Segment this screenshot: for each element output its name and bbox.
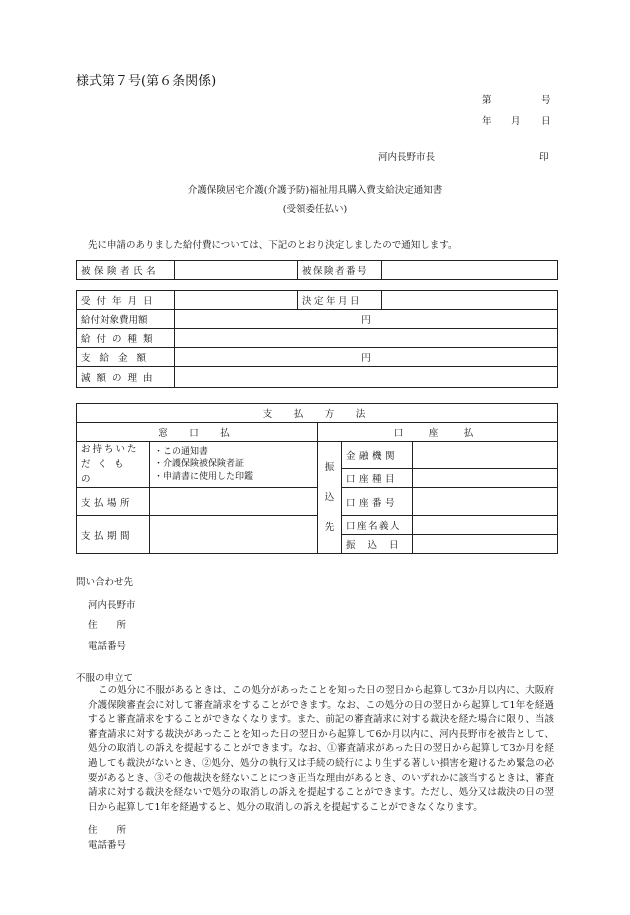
transfer-char: 振 [324,461,335,473]
items-to-bring-item: ・申請書に使用した印鑑 [154,471,254,482]
insured-name-label: 被保険者氏名 [77,261,175,280]
reduction-reason-field[interactable] [175,367,558,388]
date-month-label: 月 [511,116,521,127]
account-number-label: 口座番号 [342,488,413,516]
form-number: 様式第７号(第６条関係) [76,74,217,89]
account-type-label: 口座種目 [342,468,413,487]
payment-place-label: 支払場所 [77,488,150,516]
payment-amount-label: 支給金額 [77,348,175,367]
inquiry-tel-label: 電話番号 [88,641,127,652]
account-holder-label: 口座名義人 [342,516,413,535]
transfer-destination-label [318,442,342,554]
payment-method-table [76,403,558,554]
issuer-name: 河内長野市長 [378,152,436,163]
document-subtitle: (受領委任払い) [282,204,348,215]
date-day-label: 日 [541,116,551,127]
received-date-field[interactable] [175,291,298,310]
insured-number-label: 被保険者番号 [298,261,382,280]
appeal-tel-label: 電話番号 [88,840,127,851]
cost-label: 給付対象費用額 [77,310,175,329]
bank-label: 金融機関 [342,442,413,469]
appeal-title: 不服の申立て [76,673,134,684]
items-to-bring-label [77,442,150,488]
insured-number-field[interactable] [382,261,558,280]
payment-amount-field[interactable] [175,348,558,367]
decision-date-field[interactable] [382,291,558,310]
bank-field[interactable] [413,442,558,469]
items-to-bring-item: ・この通知書 [154,446,209,457]
transfer-char: 先 [324,521,335,533]
insured-person-table [76,260,558,280]
items-to-bring-label-line2: だくもの [81,459,131,485]
amount-unit: 円 [361,353,371,364]
benefit-table [76,290,558,388]
items-to-bring-item: ・介護保険被保険者証 [154,459,245,470]
account-holder-field[interactable] [413,516,558,535]
payment-method-header: 支 払 方 法 [77,404,558,423]
bank-payment-header: 口 座 払 [318,423,558,442]
document-title: 介護保険居宅介護(介護予防)福祉用具購入費支給決定通知書 [187,185,443,196]
inquiry-title: 問い合わせ先 [76,577,134,588]
inquiry-org: 河内長野市 [88,600,136,611]
cost-unit: 円 [361,315,371,326]
payment-period-label: 支払期間 [77,516,150,554]
transfer-date-label: 振込日 [342,535,413,554]
benefit-kind-label: 給付の種類 [77,329,175,348]
appeal-body: この処分に不服があるときは、この処分があったことを知った日の翌日から起算して3か月以内に、大阪府介護保険審査会に対して審査請求をすることができます。なお、この処分の日の翌日から起算して1年を経過すると審査請求をすることができなくなります。また、前記の審査請求に対する裁決を経た場合に限り、当該審査請求に対する裁決があったことを知った日の翌日から起算して6か月以内に、河内長野市を被告として、処分の取消しの訴えを提起することができます。なお、①審査請求があった日の翌日から起算して3か月を経過しても裁決がないとき、②処分、処分の執行又は手続の続行により生ずる著しい損害を避けるため緊急の必要があるとき、③その他裁決を経ないことにつき正当な理由があるとき、のいずれかに該当するときは、審査請求に対する裁決を経ないで処分の取消しの訴えを提起することができます。ただし、処分又は裁決の日の翌日から起算して1年を経過すると、処分の取消しの訴えを提起することができなくなります。 [88,685,554,813]
items-to-bring-label-line1: お持ちいた [81,444,139,455]
doc-number-suffix: 号 [541,95,551,106]
payment-place-field[interactable] [150,488,318,516]
cost-field[interactable] [175,310,558,329]
payment-period-field[interactable] [150,516,318,554]
transfer-char: 込 [324,491,335,503]
intro-text: 先に申請のありました給付費については、下記のとおり決定しましたので通知します。 [88,240,458,251]
counter-payment-header: 窓 口 払 [77,423,318,442]
received-date-label: 受付年月日 [77,291,175,310]
appeal-address-label: 住 所 [88,825,127,836]
decision-date-label: 決定年月日 [298,291,382,310]
insured-name-field[interactable] [175,261,298,280]
account-number-field[interactable] [413,488,558,516]
account-type-field[interactable] [413,468,558,487]
seal-mark: 印 [539,152,549,163]
benefit-kind-field[interactable] [175,329,558,348]
inquiry-address-label: 住 所 [88,620,127,631]
items-to-bring-list [150,442,318,488]
date-year-label: 年 [482,116,492,127]
reduction-reason-label: 減額の理由 [77,367,175,388]
doc-number-prefix: 第 [482,95,492,106]
transfer-date-field[interactable] [413,535,558,554]
